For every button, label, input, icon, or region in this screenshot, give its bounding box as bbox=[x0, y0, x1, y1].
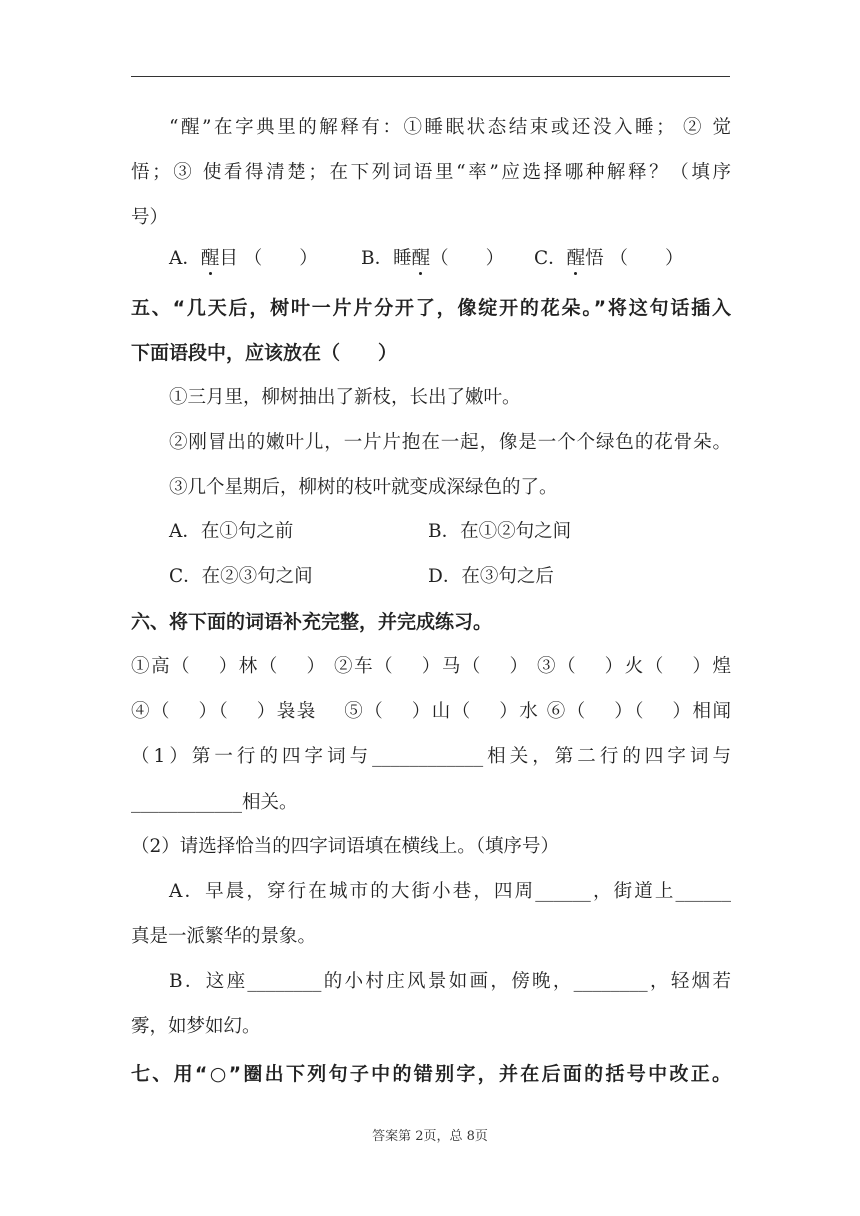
q6-sentence-b-line2: 雾，如梦如幻。 bbox=[131, 1016, 261, 1037]
q4-text-line1: “醒”在字典里的解释有：①睡眠状态结束或还没入睡； ② 觉 bbox=[169, 117, 731, 138]
q6-sentence-a-line1: A．早晨，穿行在城市的大街小巷，四周______，街道上______ bbox=[169, 881, 731, 902]
q6-part1-line2: ____________相关。 bbox=[131, 792, 298, 813]
emphasis-dot-char: 醒 bbox=[200, 248, 220, 269]
q5-option-a: A．在①句之前 bbox=[169, 521, 294, 542]
emphasis-dot-char: 醒 bbox=[566, 248, 586, 269]
q5-option-c: C．在②③句之间 bbox=[169, 566, 313, 587]
q6-part2-title: （2）请选择恰当的四字词语填在横线上。（填序号） bbox=[131, 836, 560, 857]
q6-part1-line1: （1）第一行的四字词与____________相关，第二行的四字词与 bbox=[131, 746, 731, 767]
q6-words-row2: ④（ ）（ ）袅袅 ⑤（ ）山（ ）水 ⑥（ ）（ ）相闻 bbox=[131, 701, 731, 722]
q4-text-line2: 悟；③ 使看得清楚；在下列词语里“率”应选择哪种解释？（填序 bbox=[131, 162, 731, 183]
q7-title: 七、用“○”圈出下列句子中的错别字，并在后面的括号中改正。 bbox=[131, 1063, 731, 1085]
header-rule bbox=[131, 76, 730, 77]
q5-title-line1: 五、“几天后，树叶一片片分开了，像绽开的花朵。”将这句话插入 bbox=[131, 297, 731, 319]
q5-option-d: D．在③句之后 bbox=[428, 566, 554, 587]
q5-sentence-2: ②刚冒出的嫩叶儿，一片片抱在一起，像是一个个绿色的花骨朵。 bbox=[169, 432, 731, 453]
q6-title: 六、将下面的词语补充完整，并完成练习。 bbox=[131, 611, 493, 633]
emphasis-dot-char: 醒 bbox=[411, 248, 431, 269]
q4-option-b: B．睡醒（ ） bbox=[361, 248, 505, 269]
q6-sentence-a-line2: 真是一派繁华的景象。 bbox=[131, 926, 317, 947]
q4-text-line3: 号） bbox=[131, 207, 169, 228]
q5-sentence-3: ③几个星期后，柳树的枝叶就变成深绿色的了。 bbox=[169, 477, 558, 498]
q6-sentence-b-line1: B．这座________的小村庄风景如画，傍晚，________，轻烟若 bbox=[169, 971, 731, 992]
page-footer: 答案第 2页，总 8页 bbox=[372, 1129, 488, 1144]
q5-sentence-1: ①三月里，柳树抽出了新枝，长出了嫩叶。 bbox=[169, 387, 521, 408]
q6-words-row1: ①高（ ）林（ ） ②车（ ）马（ ） ③（ ）火（ ）煌 bbox=[131, 656, 731, 677]
q5-option-b: B．在①②句之间 bbox=[428, 521, 572, 542]
q5-title-line2: 下面语段中，应该放在（ ） bbox=[131, 342, 398, 364]
q4-option-a: A．醒目 （ ） bbox=[169, 248, 318, 269]
q4-option-c: C．醒悟 （ ） bbox=[534, 248, 684, 269]
